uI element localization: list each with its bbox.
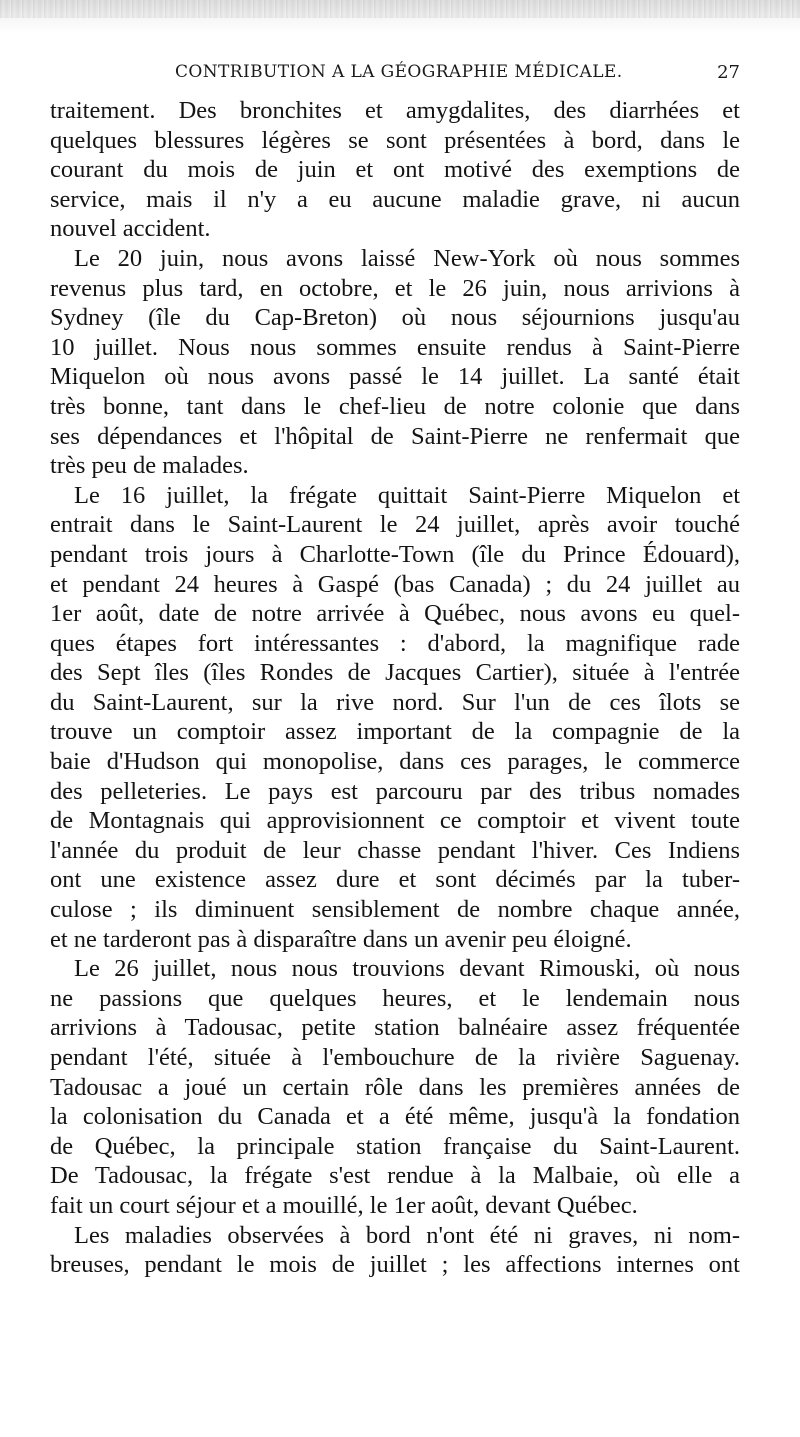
- text-line: nouvel accident.: [50, 215, 211, 243]
- page-number: 27: [717, 62, 740, 83]
- text-line: ont une existence assez dure et sont décimés par la tuber-: [50, 866, 740, 894]
- scan-top-edge: [0, 0, 800, 18]
- text-line: de Montagnais qui approvisionnent ce comptoir et vivent toute: [50, 807, 740, 835]
- text-line: arrivions à Tadousac, petite station balnéaire assez fréquentée: [50, 1014, 740, 1042]
- text-line: des Sept îles (îles Rondes de Jacques Cartier), située à l'entrée: [50, 659, 740, 687]
- text-line: du Saint-Laurent, sur la rive nord. Sur l'un de ces îlots se: [50, 688, 740, 716]
- text-line: Tadousac a joué un certain rôle dans les premières années de: [50, 1073, 740, 1101]
- text-line: baie d'Hudson qui monopolise, dans ces parages, le commerce: [50, 748, 740, 776]
- text-line: de Québec, la principale station française du Saint-Laurent.: [50, 1132, 740, 1160]
- text-line: pendant l'été, située à l'embouchure de la rivière Saguenay.: [50, 1044, 740, 1071]
- text-line: des pelleteries. Le pays est parcouru par des tribus nomades: [50, 777, 740, 805]
- text-line: très bonne, tant dans le chef-lieu de notre colonie que dans: [50, 392, 740, 420]
- text-line: traitement. Des bronchites et amygdalites, des diarrhées et: [50, 97, 740, 124]
- body-text: [50, 96, 740, 1280]
- text-line: Sydney (île du Cap-Breton) où nous séjournions jusqu'au: [50, 304, 740, 332]
- text-line: 10 juillet. Nous nous sommes ensuite rendus à Saint-Pierre: [50, 333, 740, 361]
- running-head: [50, 60, 740, 90]
- paragraph-first-line: Le 20 juin, nous avons laissé New-York où nous sommes: [74, 244, 740, 272]
- running-title: CONTRIBUTION A LA GÉOGRAPHIE MÉDICALE.: [175, 62, 623, 82]
- text-line: trouve un comptoir assez important de la compagnie de la: [50, 718, 740, 746]
- paragraph-first-line: Le 26 juillet, nous nous trouvions devant Rimouski, où nous: [74, 955, 740, 983]
- text-line: courant du mois de juin et ont motivé des exemptions de: [50, 156, 740, 184]
- text-line: De Tadousac, la frégate s'est rendue à la Malbaie, où elle a: [50, 1162, 740, 1190]
- text-line: service, mais il n'y a eu aucune maladie grave, ni aucun: [50, 185, 740, 213]
- text-line: culose ; ils diminuent sensiblement de nombre chaque année,: [50, 896, 740, 924]
- paragraph-first-line: Les maladies observées à bord n'ont été ni graves, ni nom-: [74, 1221, 740, 1249]
- text-line: pendant trois jours à Charlotte-Town (île du Prince Édouard),: [50, 540, 740, 568]
- text-line: et pendant 24 heures à Gaspé (bas Canada) ; du 24 juillet au: [50, 570, 740, 598]
- text-line: ses dépendances et l'hôpital de Saint-Pierre ne renfermait que: [50, 422, 740, 450]
- text-line: revenus plus tard, en octobre, et le 26 juin, nous arrivions à: [50, 274, 740, 302]
- text-line: l'année du produit de leur chasse pendant l'hiver. Ces Indiens: [50, 836, 740, 864]
- text-line: Miquelon où nous avons passé le 14 juillet. La santé était: [50, 363, 740, 391]
- text-line: breuses, pendant le mois de juillet ; les affections internes ont: [50, 1251, 740, 1279]
- text-line: entrait dans le Saint-Laurent le 24 juillet, après avoir touché: [50, 511, 740, 539]
- paragraph-first-line: Le 16 juillet, la frégate quittait Saint-Pierre Miquelon et: [74, 481, 740, 509]
- text-line: et ne tarderont pas à disparaître dans un avenir peu éloigné.: [50, 925, 632, 953]
- text-line: ne passions que quelques heures, et le lendemain nous: [50, 984, 740, 1012]
- text-line: quelques blessures légères se sont présentées à bord, dans le: [50, 126, 740, 154]
- text-line: ques étapes fort intéressantes : d'abord, la magnifique rade: [50, 629, 740, 657]
- text-line: la colonisation du Canada et a été même, jusqu'à la fondation: [50, 1103, 740, 1131]
- text-line: fait un court séjour et a mouillé, le 1er août, devant Québec.: [50, 1191, 638, 1219]
- text-line: 1er août, date de notre arrivée à Québec, nous avons eu quel-: [50, 600, 740, 628]
- text-line: très peu de malades.: [50, 452, 249, 480]
